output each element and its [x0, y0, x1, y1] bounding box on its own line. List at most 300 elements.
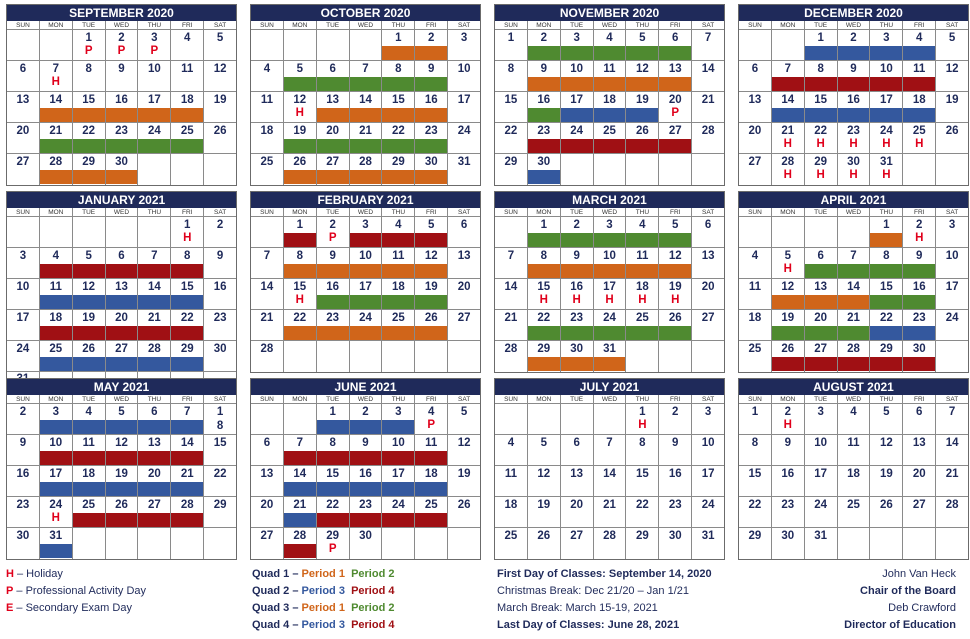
week-row: [495, 154, 724, 185]
day-number: 11: [748, 281, 762, 293]
weekday-label: WED: [838, 395, 871, 403]
day-number: 17: [945, 281, 959, 293]
day-cell: [692, 154, 724, 185]
day-number: 15: [814, 94, 828, 106]
day-number: 9: [362, 437, 369, 449]
weekday-label: SUN: [739, 21, 772, 29]
day-number: 20: [668, 94, 682, 106]
day-number: 5: [216, 32, 224, 44]
period-band: [382, 77, 414, 91]
day-number: 23: [570, 312, 584, 324]
day-marker: P: [328, 232, 337, 244]
weekday-label: WED: [838, 21, 871, 29]
period-band: [106, 295, 138, 309]
day-number: 27: [260, 530, 274, 542]
day-number: 28: [847, 343, 860, 355]
weekday-label: FRI: [415, 395, 448, 403]
day-number: 13: [701, 250, 715, 262]
day-number: 4: [263, 63, 271, 75]
day-cell: [415, 310, 448, 340]
day-cell: [870, 154, 903, 185]
period-band: [561, 139, 593, 153]
day-number: 31: [457, 156, 471, 168]
day-cell: [772, 497, 805, 527]
day-cell: [317, 123, 350, 153]
day-number: 2: [916, 219, 923, 231]
day-cell: [106, 466, 139, 496]
period-label: Period 2: [351, 568, 395, 580]
day-number: 23: [326, 312, 340, 324]
day-cell: [495, 497, 528, 527]
day-cell: [171, 61, 204, 91]
day-cell: [7, 497, 40, 527]
period-band: [561, 108, 593, 122]
period-band: [870, 326, 902, 340]
period-band: [350, 420, 382, 434]
period-band: [106, 357, 138, 371]
day-cell: [317, 466, 350, 496]
day-cell: [772, 528, 805, 559]
day-cell: [594, 30, 627, 60]
day-number: 26: [115, 499, 128, 511]
day-number: 21: [603, 499, 616, 511]
day-cell: [659, 123, 692, 153]
day-cell: [561, 279, 594, 309]
week-row: [739, 92, 968, 123]
day-number: 4: [606, 32, 613, 44]
day-number: 2: [329, 219, 336, 231]
day-number: 24: [49, 499, 63, 511]
day-cell: [936, 310, 968, 340]
day-number: 23: [847, 125, 860, 137]
day-number: 24: [603, 312, 616, 324]
week-row: [251, 92, 480, 123]
weekday-label: SAT: [214, 22, 227, 29]
day-cell: [171, 248, 204, 278]
day-number: 27: [457, 312, 471, 324]
day-number: 15: [180, 281, 194, 293]
week-row: [739, 404, 968, 435]
period-band: [350, 295, 382, 309]
day-number: 27: [326, 156, 340, 168]
day-number: 3: [460, 32, 468, 44]
weekday-label: SUN: [7, 21, 40, 29]
period-band: [805, 264, 837, 278]
period-band: [659, 77, 691, 91]
period-band: [40, 326, 72, 340]
day-cell: [739, 61, 772, 91]
day-number: 25: [424, 499, 438, 511]
day-cell: [350, 30, 383, 60]
month-title: JULY 2021: [495, 379, 724, 395]
month-calendar: [6, 4, 237, 186]
quad-label: Quad 1 –: [252, 568, 302, 580]
day-cell: [936, 217, 968, 247]
day-cell: [106, 30, 139, 60]
month-title: JANUARY 2021: [7, 192, 236, 208]
day-number: 1: [751, 406, 759, 418]
day-number: 20: [147, 468, 161, 480]
weekday-label: THU: [382, 395, 415, 403]
day-cell: [692, 341, 724, 372]
period-band: [284, 326, 316, 340]
quad-line: [252, 600, 394, 617]
day-number: 18: [391, 281, 405, 293]
weekday-label: MON: [772, 395, 805, 403]
day-number: 29: [504, 156, 518, 168]
weekday-label: THU: [870, 208, 903, 216]
day-cell: [561, 528, 594, 559]
week-row: [739, 341, 968, 372]
day-cell: [838, 61, 871, 91]
day-number: 17: [391, 468, 405, 480]
day-number: 28: [260, 343, 274, 355]
day-number: 6: [118, 250, 125, 262]
day-marker: H: [51, 512, 60, 524]
day-number: 7: [296, 437, 303, 449]
day-number: 16: [115, 94, 128, 106]
day-cell: [251, 123, 284, 153]
day-cell: [7, 341, 40, 371]
day-cell: [7, 217, 40, 247]
day-number: 9: [850, 63, 857, 75]
day-cell: [138, 61, 171, 91]
period-band: [528, 170, 560, 184]
period-band: [350, 513, 382, 527]
day-number: 29: [180, 343, 194, 355]
day-cell: [772, 61, 805, 91]
day-number: 27: [147, 499, 161, 511]
period-band: [561, 264, 593, 278]
quad-label: Quad 4 –: [252, 619, 302, 631]
week-row: [495, 248, 724, 279]
period-band: [415, 451, 447, 465]
day-cell: [561, 310, 594, 340]
period-band: [805, 77, 837, 91]
day-cell: [251, 341, 284, 372]
day-cell: [805, 154, 838, 185]
day-number: 22: [82, 125, 96, 137]
day-cell: [106, 279, 139, 309]
day-cell: [204, 279, 236, 309]
day-cell: [448, 30, 480, 60]
week-row: [739, 497, 968, 528]
day-cell: [528, 92, 561, 122]
day-cell: [171, 154, 204, 185]
week-row: [739, 248, 968, 279]
day-number: 12: [115, 437, 128, 449]
quad-label: Quad 3 –: [252, 602, 302, 614]
period-band: [73, 451, 105, 465]
period-band: [838, 77, 870, 91]
day-cell: [594, 497, 627, 527]
weekday-label: MON: [772, 208, 805, 216]
day-cell: [659, 30, 692, 60]
day-cell: [73, 248, 106, 278]
day-number: 4: [507, 437, 515, 449]
day-number: 21: [147, 312, 161, 324]
day-number: 8: [216, 420, 224, 432]
day-number: 30: [570, 343, 584, 355]
period-band: [317, 482, 349, 496]
period-band: [903, 77, 935, 91]
day-cell: [838, 435, 871, 465]
day-cell: [350, 154, 383, 185]
weekday-label: MON: [284, 21, 317, 29]
day-cell: [204, 30, 236, 60]
week-row: [495, 341, 724, 372]
day-cell: [870, 279, 903, 309]
day-cell: [204, 123, 236, 153]
day-cell: [739, 92, 772, 122]
weekday-label: SUN: [739, 208, 772, 216]
day-cell: [382, 341, 415, 372]
day-cell: [838, 217, 871, 247]
day-number: 28: [945, 499, 959, 511]
day-number: 27: [115, 343, 128, 355]
period-band: [284, 233, 316, 247]
day-number: 19: [635, 94, 649, 106]
day-number: 3: [19, 250, 27, 262]
day-cell: [171, 341, 204, 371]
day-number: 29: [748, 530, 762, 542]
period-band: [106, 264, 138, 278]
day-number: 10: [16, 281, 30, 293]
weekday-label: SUN: [251, 395, 284, 403]
day-number: 8: [540, 250, 547, 262]
legend-exam-day: E – Secondary Exam Day: [6, 602, 132, 614]
day-number: 21: [359, 125, 372, 137]
period-band: [772, 326, 804, 340]
period-band: [317, 295, 349, 309]
period-band: [171, 295, 203, 309]
period-band: [659, 139, 691, 153]
day-cell: [171, 310, 204, 340]
period-band: [40, 544, 72, 558]
march-break-text: March Break: March 15-19, 2021: [497, 602, 658, 614]
quad-legend: [252, 566, 394, 634]
period-band: [528, 326, 560, 340]
month-title: MARCH 2021: [495, 192, 724, 208]
day-cell: [448, 217, 480, 247]
week-row: [739, 30, 968, 61]
day-marker: H: [671, 294, 680, 306]
day-number: 25: [82, 499, 96, 511]
period-band: [382, 295, 414, 309]
day-number: 10: [879, 63, 893, 75]
day-cell: [284, 404, 317, 434]
day-number: 29: [326, 530, 340, 542]
period-band: [106, 139, 138, 153]
day-number: 5: [118, 406, 125, 418]
day-cell: [626, 217, 659, 247]
day-number: 18: [49, 312, 63, 324]
day-number: 19: [293, 125, 307, 137]
weekday-header: [739, 208, 968, 217]
week-row: [7, 310, 236, 341]
day-number: 8: [395, 63, 402, 75]
day-number: 13: [748, 94, 762, 106]
day-number: 12: [537, 468, 551, 480]
period-band: [561, 77, 593, 91]
weekday-label: MON: [40, 208, 73, 216]
day-cell: [284, 248, 317, 278]
period-band: [138, 513, 170, 527]
day-number: 16: [326, 281, 340, 293]
period-band: [40, 264, 72, 278]
day-cell: [870, 404, 903, 434]
day-number: 23: [668, 499, 682, 511]
day-marker: H: [295, 107, 304, 119]
day-number: 15: [879, 281, 893, 293]
week-row: [495, 61, 724, 92]
day-number: 26: [945, 125, 959, 137]
period-band: [594, 357, 626, 371]
day-number: 29: [82, 156, 96, 168]
day-number: 28: [293, 530, 307, 542]
day-cell: [739, 466, 772, 496]
day-number: 28: [701, 125, 715, 137]
day-number: 12: [82, 281, 96, 293]
period-band: [870, 295, 902, 309]
day-cell: [870, 497, 903, 527]
signatory-title: Director of Education: [844, 619, 956, 631]
day-cell: [936, 30, 968, 60]
day-number: 12: [293, 94, 307, 106]
period-band: [415, 46, 447, 60]
week-row: [251, 497, 480, 528]
period-band: [171, 482, 203, 496]
day-cell: [805, 123, 838, 153]
day-number: 22: [326, 499, 340, 511]
day-cell: [415, 123, 448, 153]
day-number: 15: [635, 468, 649, 480]
day-number: 16: [570, 281, 584, 293]
period-band: [171, 264, 203, 278]
weekday-label: SUN: [251, 208, 284, 216]
day-number: 4: [52, 250, 59, 262]
weekday-header: [739, 21, 968, 30]
day-number: 14: [147, 281, 161, 293]
day-cell: [692, 404, 724, 434]
period-band: [528, 233, 560, 247]
period-band: [171, 326, 203, 340]
day-number: 21: [293, 499, 307, 511]
weekday-label: SAT: [946, 396, 959, 403]
day-cell: [528, 154, 561, 185]
week-row: [495, 279, 724, 310]
week-row: [495, 310, 724, 341]
day-number: 13: [457, 250, 471, 262]
day-number: 22: [213, 468, 227, 480]
weekday-label: SUN: [495, 395, 528, 403]
day-cell: [350, 341, 383, 372]
weekday-label: THU: [382, 21, 415, 29]
week-row: [739, 123, 968, 154]
day-number: 19: [115, 468, 128, 480]
day-cell: [448, 92, 480, 122]
day-number: 22: [293, 312, 307, 324]
period-band: [772, 77, 804, 91]
day-number: 24: [814, 499, 828, 511]
period-band: [106, 482, 138, 496]
day-cell: [528, 61, 561, 91]
period-band: [561, 326, 593, 340]
period-band: [138, 295, 170, 309]
day-cell: [692, 435, 724, 465]
period-band: [382, 233, 414, 247]
period-band: [106, 108, 138, 122]
period-band: [106, 170, 138, 184]
week-row: [251, 435, 480, 466]
day-cell: [317, 154, 350, 185]
day-number: 21: [260, 312, 274, 324]
day-marker: H: [882, 138, 891, 150]
period-band: [382, 264, 414, 278]
day-number: 10: [701, 437, 715, 449]
day-number: 13: [912, 437, 926, 449]
day-cell: [659, 92, 692, 122]
day-number: 6: [263, 437, 271, 449]
day-number: 9: [19, 437, 27, 449]
day-cell: [903, 341, 936, 372]
period-band: [40, 108, 72, 122]
month-title: AUGUST 2021: [739, 379, 968, 395]
week-row: [7, 497, 236, 528]
weekday-header: [251, 21, 480, 30]
day-number: 30: [16, 530, 30, 542]
day-number: 16: [213, 281, 227, 293]
day-number: 1: [184, 219, 191, 231]
day-number: 28: [359, 156, 372, 168]
period-band: [382, 108, 414, 122]
day-number: 5: [460, 406, 468, 418]
day-number: 30: [537, 156, 551, 168]
day-number: 1: [296, 219, 303, 231]
day-number: 24: [359, 312, 372, 324]
period-band: [415, 482, 447, 496]
day-number: 10: [814, 437, 828, 449]
day-cell: [138, 497, 171, 527]
day-number: 4: [850, 406, 857, 418]
day-number: 2: [118, 32, 125, 44]
day-cell: [382, 92, 415, 122]
period-band: [626, 326, 658, 340]
day-number: 10: [603, 250, 616, 262]
period-band: [594, 139, 626, 153]
day-number: 12: [879, 437, 893, 449]
day-cell: [528, 279, 561, 309]
day-number: 18: [748, 312, 762, 324]
day-cell: [317, 341, 350, 372]
day-number: 4: [184, 32, 191, 44]
day-number: 4: [395, 219, 402, 231]
weekday-label: THU: [870, 395, 903, 403]
day-number: 14: [701, 63, 715, 75]
day-cell: [415, 61, 448, 91]
day-marker: H: [849, 169, 858, 181]
period-band: [870, 108, 902, 122]
day-cell: [7, 123, 40, 153]
day-number: 25: [180, 125, 194, 137]
week-row: [7, 248, 236, 279]
day-number: 9: [916, 250, 923, 262]
day-number: 24: [391, 499, 405, 511]
day-cell: [171, 466, 204, 496]
day-number: 10: [570, 63, 584, 75]
day-number: 6: [916, 406, 923, 418]
day-number: 26: [781, 343, 795, 355]
